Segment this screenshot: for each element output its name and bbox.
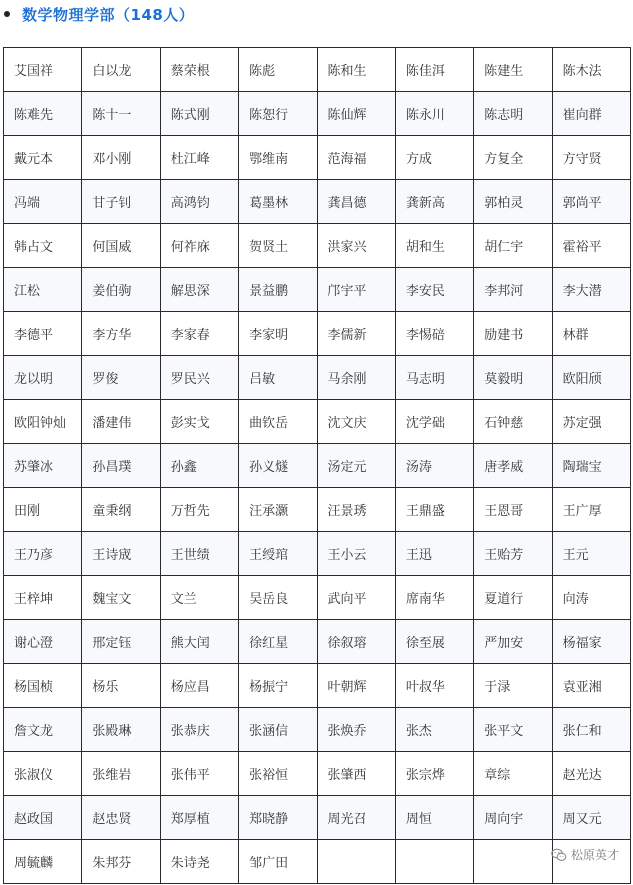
table-cell: 李方华 [82,312,160,356]
table-cell: 赵政国 [4,796,82,840]
table-cell: 江松 [4,268,82,312]
table-cell: 李德平 [4,312,82,356]
table-cell: 赵忠贤 [82,796,160,840]
table-cell: 汤定元 [317,444,395,488]
table-cell: 蔡荣根 [160,48,238,92]
table-cell: 何国威 [82,224,160,268]
table-cell: 洪家兴 [317,224,395,268]
table-cell: 龚新高 [395,180,473,224]
table-cell: 周毓麟 [4,840,82,884]
table-cell: 陈建生 [474,48,552,92]
watermark-text: 松原英才 [570,848,619,862]
table-cell: 周又元 [552,796,630,840]
table-cell [317,840,395,884]
table-cell: 郭柏灵 [474,180,552,224]
table-cell: 葛墨林 [239,180,317,224]
table-cell: 孙昌璞 [82,444,160,488]
table-cell: 马志明 [395,356,473,400]
table-cell: 王梓坤 [4,576,82,620]
table-cell: 陈佳洱 [395,48,473,92]
table-cell: 张仁和 [552,708,630,752]
table-cell: 杨国桢 [4,664,82,708]
table-cell: 田刚 [4,488,82,532]
watermark [551,846,619,863]
member-table [3,47,631,884]
table-cell: 张涵信 [239,708,317,752]
table-cell: 王诗宬 [82,532,160,576]
table-cell: 王乃彦 [4,532,82,576]
table-cell: 周光召 [317,796,395,840]
table-cell: 詹文龙 [4,708,82,752]
table-cell: 沈文庆 [317,400,395,444]
table-cell: 欧阳钟灿 [4,400,82,444]
table-cell: 魏宝文 [82,576,160,620]
table-cell: 杨应昌 [160,664,238,708]
table-cell: 陈式刚 [160,92,238,136]
table-row [4,752,631,796]
table-cell: 白以龙 [82,48,160,92]
section-heading [0,0,194,28]
table-row [4,444,631,488]
table-cell: 景益鹏 [239,268,317,312]
table-cell: 苏定强 [552,400,630,444]
table-cell: 徐叙瑢 [317,620,395,664]
table-cell: 张伟平 [160,752,238,796]
table-cell [474,840,552,884]
table-cell: 张殿琳 [82,708,160,752]
table-cell: 胡仁宇 [474,224,552,268]
table-cell: 文兰 [160,576,238,620]
table-row [4,180,631,224]
table-cell: 姜伯驹 [82,268,160,312]
table-cell: 熊大闰 [160,620,238,664]
table-cell: 陈难先 [4,92,82,136]
table-row [4,224,631,268]
table-cell: 郑厚植 [160,796,238,840]
table-cell: 冯端 [4,180,82,224]
table-cell: 严加安 [474,620,552,664]
table-cell: 汪承灏 [239,488,317,532]
table-cell: 于渌 [474,664,552,708]
table-cell: 李家明 [239,312,317,356]
table-row [4,92,631,136]
table-cell: 张平文 [474,708,552,752]
table-row [4,48,631,92]
table-cell: 潘建伟 [82,400,160,444]
table-cell: 陈十一 [82,92,160,136]
table-cell: 陈永川 [395,92,473,136]
table-cell: 叶朝辉 [317,664,395,708]
table-cell: 林群 [552,312,630,356]
table-cell: 邹广田 [239,840,317,884]
table-cell: 张焕乔 [317,708,395,752]
table-cell: 汪景琇 [317,488,395,532]
table-cell: 张淑仪 [4,752,82,796]
table-cell: 崔向群 [552,92,630,136]
table-cell: 胡和生 [395,224,473,268]
table-cell: 张维岩 [82,752,160,796]
table-cell: 叶叔华 [395,664,473,708]
table-cell: 陈仙辉 [317,92,395,136]
table-cell: 陈恕行 [239,92,317,136]
table-cell: 罗民兴 [160,356,238,400]
table-cell: 朱诗尧 [160,840,238,884]
table-cell: 邓小刚 [82,136,160,180]
table-cell: 向涛 [552,576,630,620]
table-cell: 李大潜 [552,268,630,312]
bullet-icon [4,11,10,17]
table-cell: 陈和生 [317,48,395,92]
table-cell: 万哲先 [160,488,238,532]
table-cell: 沈学础 [395,400,473,444]
table-row [4,400,631,444]
table-row [4,840,631,884]
table-cell: 彭实戈 [160,400,238,444]
table-cell: 唐孝威 [474,444,552,488]
table-cell: 方复全 [474,136,552,180]
table-cell: 韩占文 [4,224,82,268]
table-cell: 龚昌德 [317,180,395,224]
table-cell: 戴元本 [4,136,82,180]
table-cell: 王恩哥 [474,488,552,532]
table-cell: 欧阳颀 [552,356,630,400]
table-cell: 吴岳良 [239,576,317,620]
table-cell: 何祚庥 [160,224,238,268]
table-cell: 王贻芳 [474,532,552,576]
table-cell: 夏道行 [474,576,552,620]
wechat-icon [551,848,567,862]
table-cell: 吕敏 [239,356,317,400]
table-cell: 章综 [474,752,552,796]
table-cell: 陈木法 [552,48,630,92]
table-cell: 孙鑫 [160,444,238,488]
table-cell: 郑晓静 [239,796,317,840]
table-cell: 邢定钰 [82,620,160,664]
table-cell: 霍裕平 [552,224,630,268]
table-cell [395,840,473,884]
table-row [4,532,631,576]
table-cell: 莫毅明 [474,356,552,400]
table-cell: 范海福 [317,136,395,180]
table-row [4,268,631,312]
table-cell: 张裕恒 [239,752,317,796]
table-cell: 杨乐 [82,664,160,708]
table-cell: 陈志明 [474,92,552,136]
table-cell: 李邦河 [474,268,552,312]
table-cell: 苏肇冰 [4,444,82,488]
table-cell: 王广厚 [552,488,630,532]
table-row [4,708,631,752]
table-cell: 郭尚平 [552,180,630,224]
table-cell: 徐至展 [395,620,473,664]
table-cell: 罗俊 [82,356,160,400]
table-cell: 甘子钊 [82,180,160,224]
table-cell: 王元 [552,532,630,576]
table-row [4,620,631,664]
table-row [4,356,631,400]
table-cell: 徐红星 [239,620,317,664]
table-cell: 陶瑞宝 [552,444,630,488]
table-cell: 袁亚湘 [552,664,630,708]
table-row [4,664,631,708]
heading-title: 数学物理学部（148人） [22,5,195,24]
table-cell: 李家春 [160,312,238,356]
table-cell: 杨振宁 [239,664,317,708]
table-cell: 张肇西 [317,752,395,796]
table-cell: 赵光达 [552,752,630,796]
table-cell: 周恒 [395,796,473,840]
table-row [4,796,631,840]
table-row [4,488,631,532]
table-cell: 武向平 [317,576,395,620]
table-cell: 张杰 [395,708,473,752]
table-cell: 石钟慈 [474,400,552,444]
table-cell: 童秉纲 [82,488,160,532]
table-cell: 李儒新 [317,312,395,356]
table-cell: 艾国祥 [4,48,82,92]
table-cell: 高鸿钧 [160,180,238,224]
table-cell: 杜江峰 [160,136,238,180]
table-cell: 王世绩 [160,532,238,576]
table-row [4,312,631,356]
table-cell: 王小云 [317,532,395,576]
table-cell: 陈彪 [239,48,317,92]
table-cell: 方成 [395,136,473,180]
table-cell: 邝宇平 [317,268,395,312]
member-table-body [4,48,631,884]
table-cell: 孙义燧 [239,444,317,488]
table-cell: 鄂维南 [239,136,317,180]
table-cell: 朱邦芬 [82,840,160,884]
table-cell: 解思深 [160,268,238,312]
table-row [4,136,631,180]
table-cell: 龙以明 [4,356,82,400]
table-row [4,576,631,620]
table-cell: 汤涛 [395,444,473,488]
table-cell: 张宗烨 [395,752,473,796]
table-cell: 曲钦岳 [239,400,317,444]
table-cell: 贺贤土 [239,224,317,268]
table-cell: 王迅 [395,532,473,576]
table-cell: 王鼎盛 [395,488,473,532]
table-cell: 马余刚 [317,356,395,400]
table-cell: 谢心澄 [4,620,82,664]
table-cell: 周向宇 [474,796,552,840]
table-cell: 李惕碚 [395,312,473,356]
table-cell: 席南华 [395,576,473,620]
table-cell: 方守贤 [552,136,630,180]
table-cell: 张恭庆 [160,708,238,752]
table-cell: 杨福家 [552,620,630,664]
table-cell: 王绶琯 [239,532,317,576]
table-cell: 李安民 [395,268,473,312]
table-cell: 励建书 [474,312,552,356]
